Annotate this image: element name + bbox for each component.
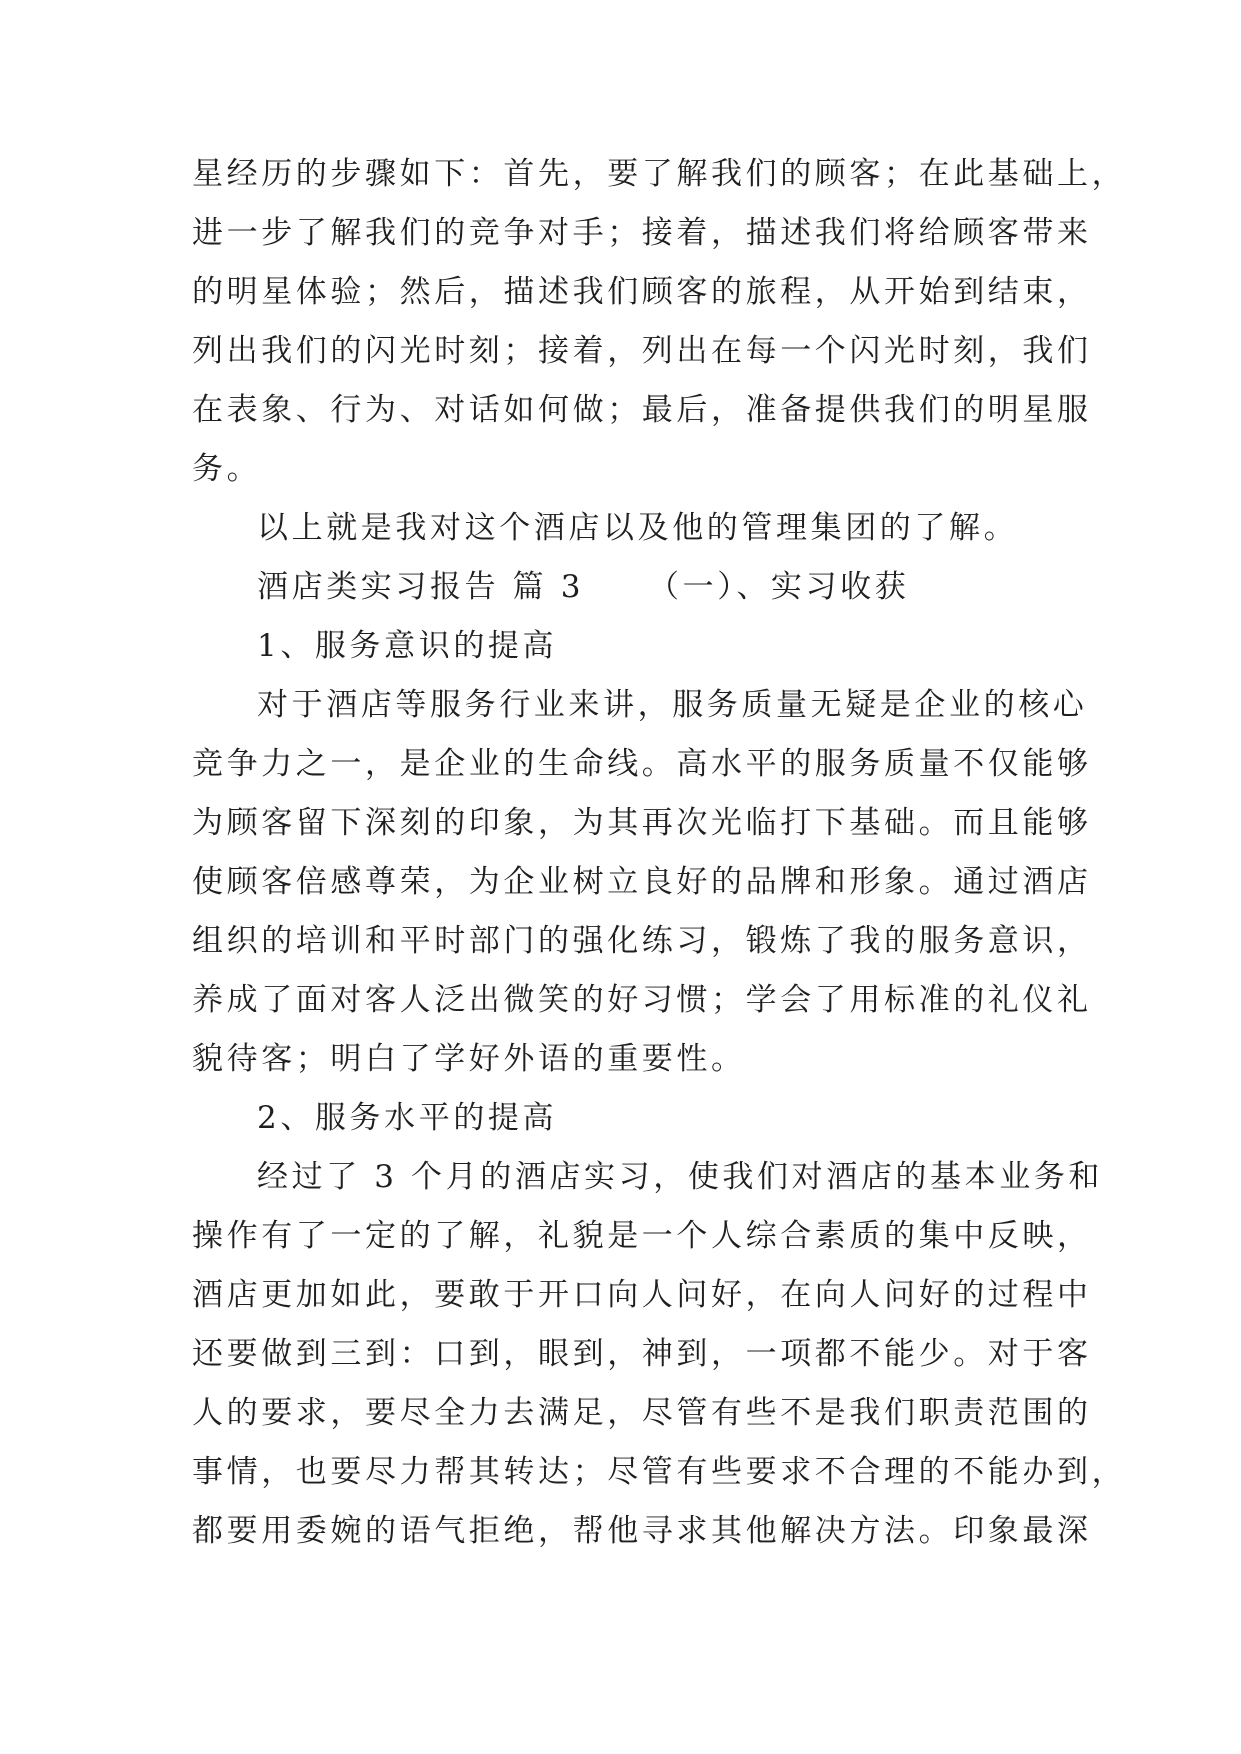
text-line: 为顾客留下深刻的印象，为其再次光临打下基础。而且能够	[192, 805, 1092, 841]
subheading: 2、服务水平的提高	[257, 1100, 558, 1136]
paragraph-line: 以上就是我对这个酒店以及他的管理集团的了解。	[257, 510, 1019, 546]
text-line: 进一步了解我们的竞争对手；接着，描述我们将给顾客带来	[192, 215, 1092, 251]
text-line: 的明星体验；然后，描述我们顾客的旅程，从开始到结束，	[192, 274, 1092, 310]
subsection-title: （一）、实习收获	[648, 569, 910, 605]
text-line: 列出我们的闪光时刻；接着，列出在每一个闪光时刻，我们	[192, 333, 1092, 369]
text-line: 组织的培训和平时部门的强化练习，锻炼了我的服务意识，	[192, 923, 1092, 959]
text-line: 人的要求，要尽全力去满足，尽管有些不是我们职责范围的	[192, 1395, 1092, 1431]
section-heading	[257, 567, 1137, 607]
text-line: 操作有了一定的了解，礼貌是一个人综合素质的集中反映，	[192, 1218, 1092, 1254]
text-line: 都要用委婉的语气拒绝，帮他寻求其他解决方法。印象最深	[192, 1513, 1092, 1549]
text-line: 星经历的步骤如下：首先，要了解我们的顾客；在此基础上，	[192, 156, 1127, 192]
paragraph-line: 对于酒店等服务行业来讲，服务质量无疑是企业的核心	[257, 687, 1088, 723]
text-line: 还要做到三到：口到，眼到，神到，一项都不能少。对于客	[192, 1336, 1092, 1372]
text-line: 养成了面对客人泛出微笑的好习惯；学会了用标准的礼仪礼	[192, 982, 1092, 1018]
text-line: 使顾客倍感尊荣，为企业树立良好的品牌和形象。通过酒店	[192, 864, 1092, 900]
text-line: 貌待客；明白了学好外语的重要性。	[192, 1041, 746, 1077]
paragraph-line: 经过了 3 个月的酒店实习，使我们对酒店的基本业务和	[257, 1159, 1104, 1195]
text-line: 务。	[192, 451, 262, 487]
text-line: 事情，也要尽力帮其转达；尽管有些要求不合理的不能办到，	[192, 1454, 1127, 1490]
text-line: 酒店更加如此，要敢于开口向人问好，在向人问好的过程中	[192, 1277, 1092, 1313]
subheading: 1、服务意识的提高	[257, 628, 558, 664]
report-title: 酒店类实习报告 篇 3	[257, 569, 585, 605]
text-line: 竞争力之一，是企业的生命线。高水平的服务质量不仅能够	[192, 746, 1092, 782]
text-line: 在表象、行为、对话如何做；最后，准备提供我们的明星服	[192, 392, 1092, 428]
